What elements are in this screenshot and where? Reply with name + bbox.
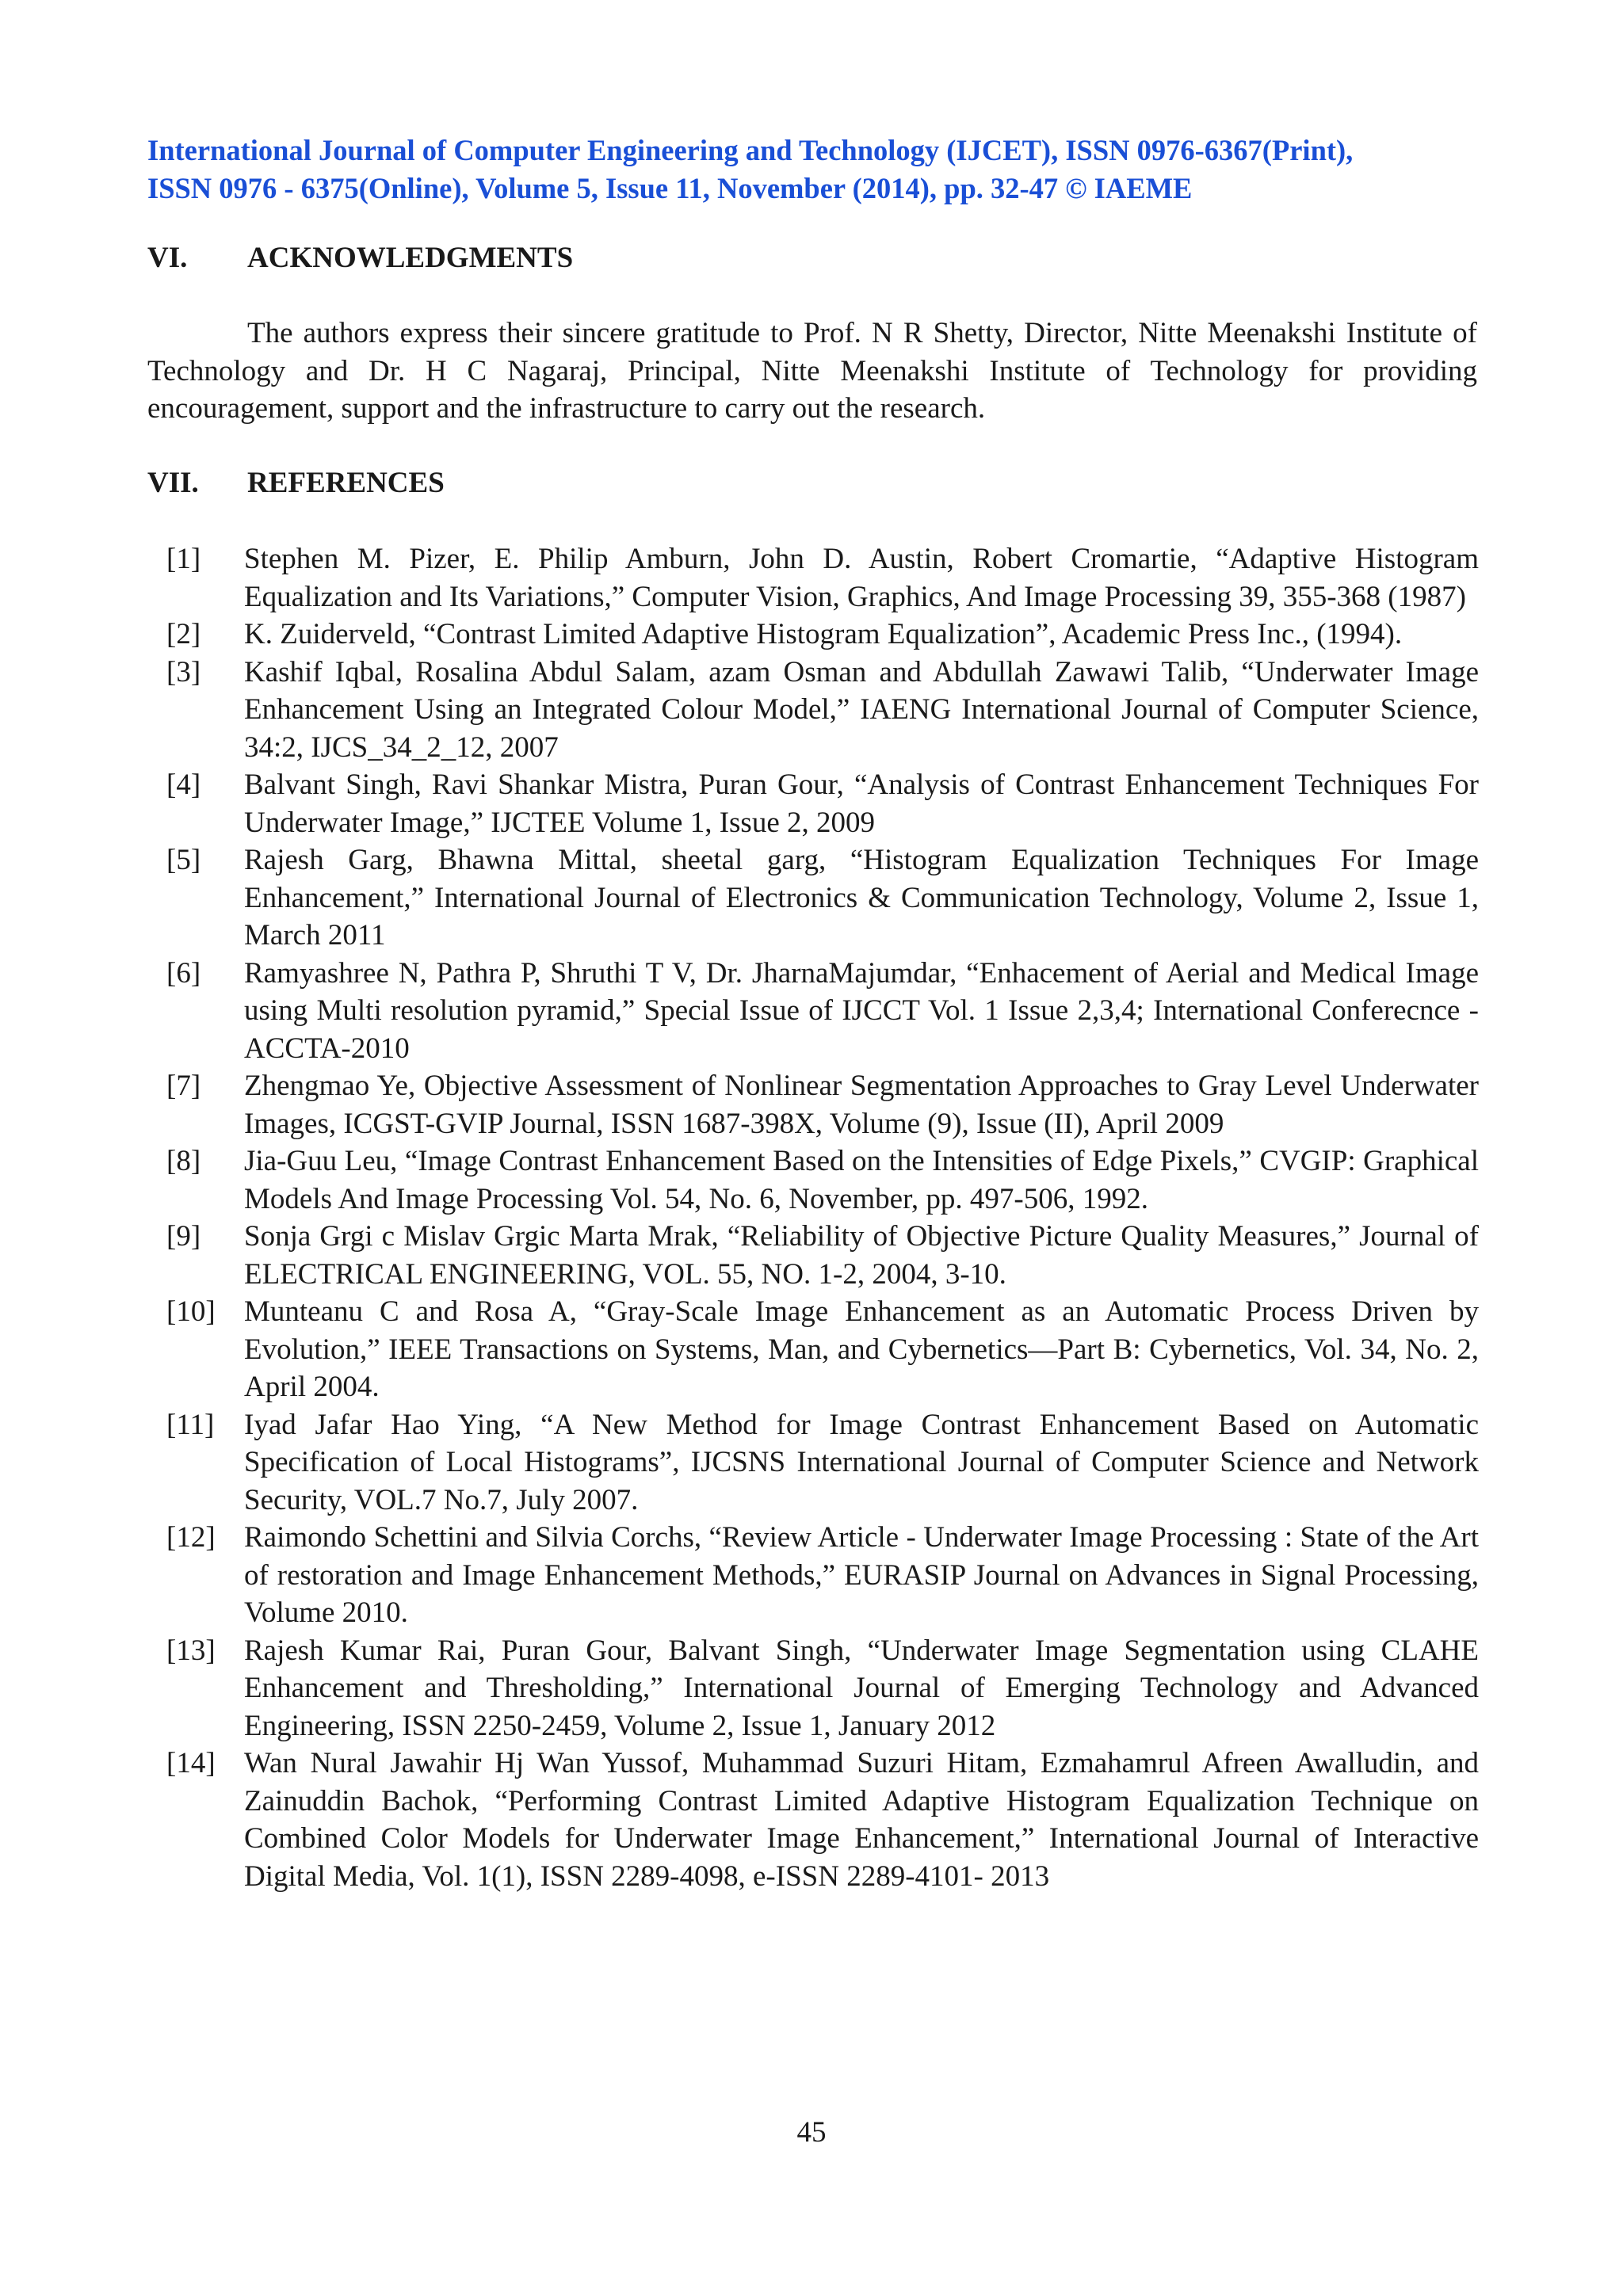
journal-header-line-2: ISSN 0976 - 6375(Online), Volume 5, Issue 11, November (2014), pp. 32-47 © IAEME — [147, 172, 1193, 204]
acknowledgments-number: VI. — [147, 242, 188, 274]
reference-item — [147, 1067, 1479, 1142]
reference-number: [7] — [166, 1070, 201, 1102]
reference-number: [1] — [166, 543, 201, 575]
reference-number: [5] — [166, 844, 201, 876]
reference-number: [2] — [166, 618, 201, 650]
reference-item — [147, 766, 1479, 841]
reference-item — [147, 1218, 1479, 1293]
references-title: REFERENCES — [247, 467, 445, 499]
reference-item — [147, 1293, 1479, 1406]
reference-number: [11] — [166, 1408, 215, 1441]
reference-text: Ramyashree N, Pathra P, Shruthi T V, Dr. JharnaMajumdar, “Enhacement of Aerial and Medical Image using Multi resolution pyramid,” Special Issue of IJCCT Vol. 1 Issue 2,3,4; International Conferecnce - ACCTA-2010 — [244, 956, 1479, 1065]
journal-header — [147, 132, 1479, 208]
reference-number: [14] — [166, 1747, 216, 1779]
reference-item — [147, 841, 1479, 955]
reference-number: [3] — [166, 655, 201, 688]
reference-item — [147, 1519, 1479, 1632]
reference-item — [147, 1406, 1479, 1520]
acknowledgments-title: ACKNOWLEDGMENTS — [247, 242, 574, 274]
reference-text: Stephen M. Pizer, E. Philip Amburn, John D. Austin, Robert Cromartie, “Adaptive Histogram Equalization and Its Variations,” Computer Vision, Graphics, And Image Processing 39, 355-368 (1987) — [244, 543, 1479, 613]
reference-item — [147, 1632, 1479, 1745]
reference-text: K. Zuiderveld, “Contrast Limited Adaptive Histogram Equalization”, Academic Press Inc., (1994). — [244, 618, 1403, 650]
reference-text: Munteanu C and Rosa A, “Gray-Scale Image Enhancement as an Automatic Process Driven by Evolution,” IEEE Transactions on Systems, Man, and Cybernetics—Part B: Cybernetics, Vol. 34, No. 2, April 2004. — [244, 1295, 1479, 1403]
reference-number: [8] — [166, 1145, 201, 1177]
reference-text: Iyad Jafar Hao Ying, “A New Method for Image Contrast Enhancement Based on Automatic Specification of Local Histograms”, IJCSNS International Journal of Computer Science and Network Security, VOL.7 No.7, July 2007. — [244, 1408, 1479, 1516]
reference-item — [147, 540, 1479, 616]
reference-text: Zhengmao Ye, Objective Assessment of Nonlinear Segmentation Approaches to Gray Level Underwater Images, ICGST-GVIP Journal, ISSN 1687-398X, Volume (9), Issue (II), April 2009 — [244, 1070, 1479, 1140]
reference-number: [10] — [166, 1295, 216, 1328]
reference-text: Sonja Grgi c Mislav Grgic Marta Mrak, “Reliability of Objective Picture Quality Measures,” Journal of ELECTRICAL ENGINEERING, VOL. 55, NO. 1-2, 2004, 3-10. — [244, 1220, 1479, 1291]
references-heading — [147, 464, 445, 502]
reference-item — [147, 1745, 1479, 1895]
journal-header-line-1: International Journal of Computer Engineering and Technology (IJCET), ISSN 0976-6367(Print), — [147, 134, 1354, 166]
reference-item — [147, 616, 1479, 654]
reference-number: [6] — [166, 956, 201, 990]
reference-number: [12] — [166, 1521, 216, 1554]
reference-text: Kashif Iqbal, Rosalina Abdul Salam, azam Osman and Abdullah Zawawi Talib, “Underwater Image Enhancement Using an Integrated Colour Model,” IAENG International Journal of Computer Science, 34:2, IJCS_34_2_12, 2007 — [244, 655, 1479, 764]
reference-item — [147, 955, 1479, 1068]
reference-text: Raimondo Schettini and Silvia Corchs, “Review Article - Underwater Image Processing : State of the Art of restoration and Image Enhancement Methods,” EURASIP Journal on Advances in Signal Processing, Volume 2010. — [244, 1521, 1479, 1629]
reference-text: Wan Nural Jawahir Hj Wan Yussof, Muhammad Suzuri Hitam, Ezmahamrul Afreen Awalludin, and Zainuddin Bachok, “Performing Contrast Limited Adaptive Histogram Equalization Technique on Combined Color Models for Underwater Image Enhancement,” International Journal of Interactive Digital Media, Vol. 1(1), ISSN 2289-4098, e-ISSN 2289-4101- 2013 — [244, 1747, 1479, 1893]
acknowledgments-paragraph: The authors express their sincere gratitude to Prof. N R Shetty, Director, Nitte Meenakshi Institute of Technology and Dr. H C Nagaraj, Principal, Nitte Meenakshi Institute of Technology for providing encouragement, support and the infrastructure to carry out the research. — [147, 317, 1477, 425]
reference-list — [147, 540, 1479, 1895]
reference-item — [147, 1142, 1479, 1218]
reference-number: [9] — [166, 1220, 201, 1253]
reference-text: Balvant Singh, Ravi Shankar Mistra, Puran Gour, “Analysis of Contrast Enhancement Techniques For Underwater Image,” IJCTEE Volume 1, Issue 2, 2009 — [244, 769, 1479, 839]
reference-text: Rajesh Kumar Rai, Puran Gour, Balvant Singh, “Underwater Image Segmentation using CLAHE Enhancement and Thresholding,” International Journal of Emerging Technology and Advanced Engineering, ISSN 2250-2459, Volume 2, Issue 1, January 2012 — [244, 1634, 1479, 1742]
page-number: 45 — [796, 2116, 827, 2149]
reference-number: [13] — [166, 1634, 216, 1667]
acknowledgments-heading — [147, 239, 573, 277]
reference-text: Rajesh Garg, Bhawna Mittal, sheetal garg, “Histogram Equalization Techniques For Image Enhancement,” International Journal of Electronics & Communication Technology, Volume 2, Issue 1, March 2011 — [244, 844, 1479, 952]
references-number: VII. — [147, 467, 199, 499]
reference-item — [147, 654, 1479, 767]
reference-text: Jia-Guu Leu, “Image Contrast Enhancement Based on the Intensities of Edge Pixels,” CVGIP: Graphical Models And Image Processing Vol. 54, No. 6, November, pp. 497-506, 1992. — [244, 1145, 1479, 1215]
reference-number: [4] — [166, 769, 201, 801]
